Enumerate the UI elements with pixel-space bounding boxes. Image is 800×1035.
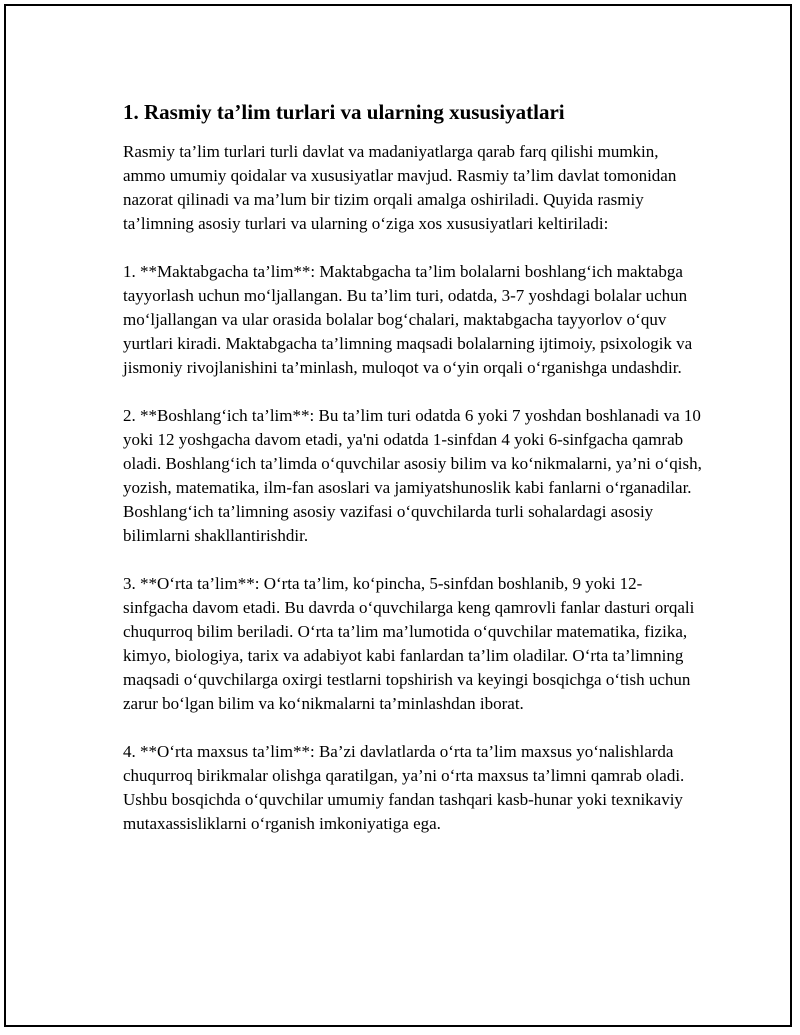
paragraph-intro: Rasmiy ta’lim turlari turli davlat va madaniyatlarga qarab farq qilishi mumkin, ammo umumiy qoidalar va xususiyatlar mavjud. Rasmiy ta’lim davlat tomonidan nazorat qilinadi va ma’lum bir tizim orqali amalga oshiriladi. Quyida rasmiy ta’limning asosiy turlari va ularning oʻziga xos xususiyatlari keltiriladi: (123, 142, 677, 233)
paragraph-secondary: 3. **Oʻrta ta’lim**: Oʻrta ta’lim, koʻpincha, 5-sinfdan boshlanib, 9 yoki 12-sinfgacha davom etadi. Bu davrda oʻquvchilarga keng qamrovli fanlar dasturi orqali chuqurroq bilim beriladi. Oʻrta ta’lim ma’lumotida oʻquvchilar matematika, fizika, kimyo, biologiya, tarix va adabiyot kabi fanlardan ta’lim oladilar. Oʻrta ta’limning maqsadi oʻquvchilarga oxirgi testlarni topshirish va keyingi bosqichga oʻtish uchun zarur boʻlgan bilim va koʻnikmalarni ta’minlashdan iborat. (123, 574, 695, 713)
paragraph-primary: 2. **Boshlangʻich ta’lim**: Bu ta’lim turi odatda 6 yoki 7 yoshdan boshlanadi va 10 yoki 12 yoshgacha davom etadi, ya'ni odatda 1-sinfdan 4 yoki 6-sinfgacha qamrab oladi. Boshlangʻich ta’limda oʻquvchilar asosiy bilim va koʻnikmalarni, ya’ni oʻqish, yozish, matematika, ilm-fan asoslari va jamiyatshunoslik kabi fanlarni oʻrganadilar. Boshlangʻich ta’limning asosiy vazifasi oʻquvchilarda turli sohalardagi asosiy bilimlarni shakllantirishdir. (123, 406, 702, 545)
section-heading: 1. Rasmiy ta’lim turlari va ularning xususiyatlari (123, 100, 565, 124)
paragraph-preschool: 1. **Maktabgacha ta’lim**: Maktabgacha ta’lim bolalarni boshlangʻich maktabga tayyorlash uchun moʻljallangan. Bu ta’lim turi, odatda, 3-7 yoshdagi bolalar uchun moʻljallangan va ular orasida bolalar bogʻchalari, maktabgacha tayyorlov oʻquv yurtlari kiradi. Maktabgacha ta’limning maqsadi bolalarning ijtimoiy, psixologik va jismoniy rivojlanishini ta’minlash, muloqot va oʻyin orqali oʻrganishga undashdir. (123, 262, 693, 377)
document-body (123, 98, 703, 860)
paragraph-special-secondary: 4. **Oʻrta maxsus ta’lim**: Ba’zi davlatlarda oʻrta ta’lim maxsus yoʻnalishlarda chuqurroq birikmalar olishga qaratilgan, ya’ni oʻrta maxsus ta’limni qamrab oladi. Ushbu bosqichda oʻquvchilar umumiy fandan tashqari kasb-hunar yoki texnikaviy mutaxassisliklarni oʻrganish imkoniyatiga ega. (123, 742, 685, 833)
page-frame (4, 4, 792, 1027)
